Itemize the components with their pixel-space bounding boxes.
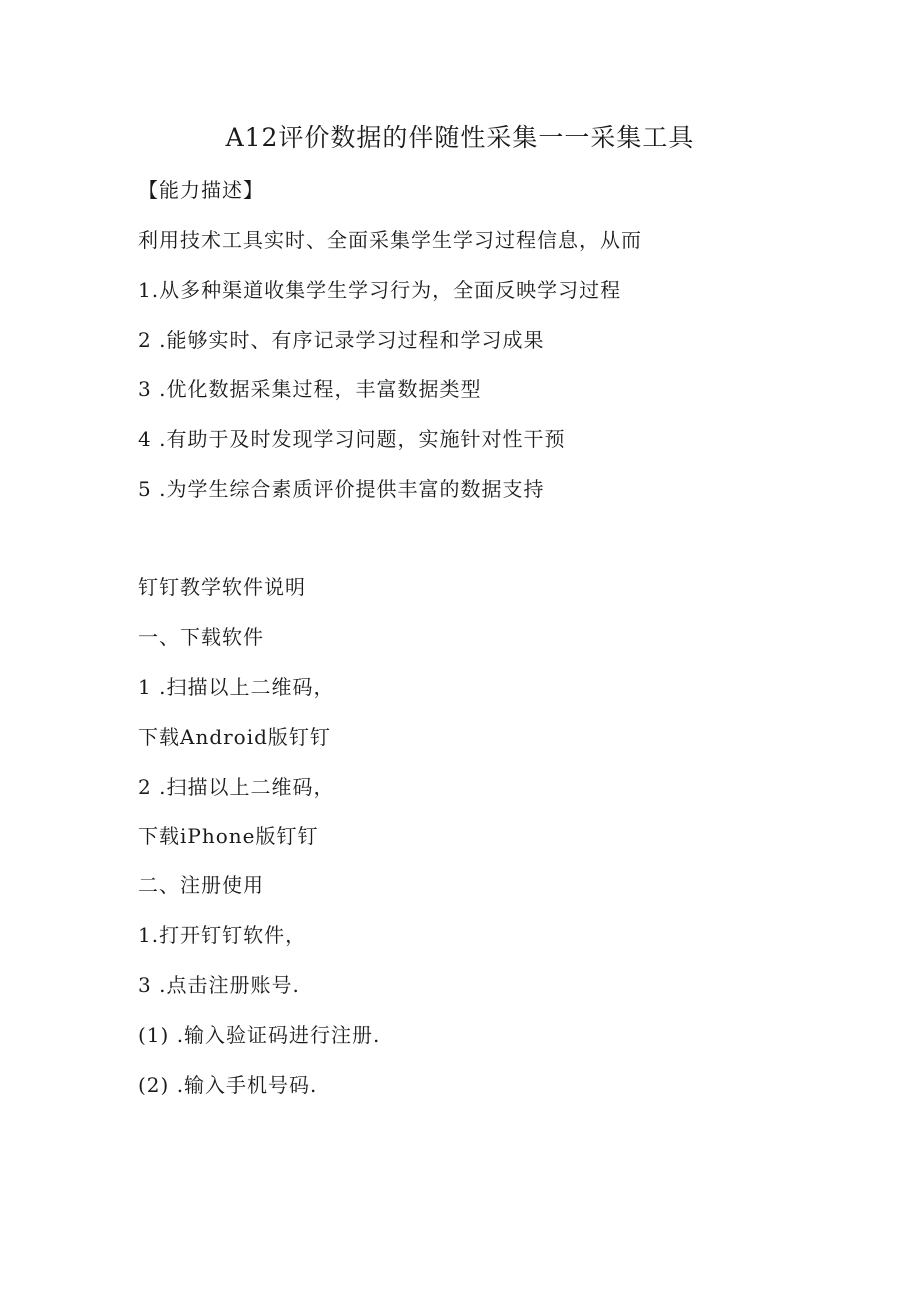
ability-item: 5 .为学生综合素质评价提供丰富的数据支持	[138, 477, 545, 501]
ability-item: 2 .能够实时、有序记录学习过程和学习成果	[138, 328, 545, 352]
register-line: 3 .点击注册账号.	[138, 973, 300, 997]
ability-item: 1.从多种渠道收集学生学习行为，全面反映学习过程	[138, 278, 622, 302]
download-line: 下载Android版钉钉	[138, 725, 331, 749]
ability-intro: 利用技术工具实时、全面采集学生学习过程信息，从而	[138, 228, 642, 252]
download-line: 1 .扫描以上二维码，	[138, 675, 335, 699]
download-heading: 一、下载软件	[138, 625, 264, 649]
ability-item: 4 .有助于及时发现学习问题，实施针对性干预	[138, 427, 566, 451]
register-line: (1) .输入验证码进行注册.	[138, 1023, 381, 1047]
download-line: 2 .扫描以上二维码，	[138, 775, 335, 799]
register-line: (2) .输入手机号码.	[138, 1073, 318, 1097]
register-heading: 二、注册使用	[138, 873, 264, 897]
download-line: 下载iPhone版钉钉	[138, 824, 319, 848]
guide-title: 钉钉教学软件说明	[138, 575, 306, 599]
register-line: 1.打开钉钉软件，	[138, 923, 307, 947]
ability-item: 3 .优化数据采集过程，丰富数据类型	[138, 377, 482, 401]
section-heading-ability: 【能力描述】	[138, 178, 264, 202]
document-title: A12评价数据的伴随性采集一一采集工具	[225, 123, 695, 152]
